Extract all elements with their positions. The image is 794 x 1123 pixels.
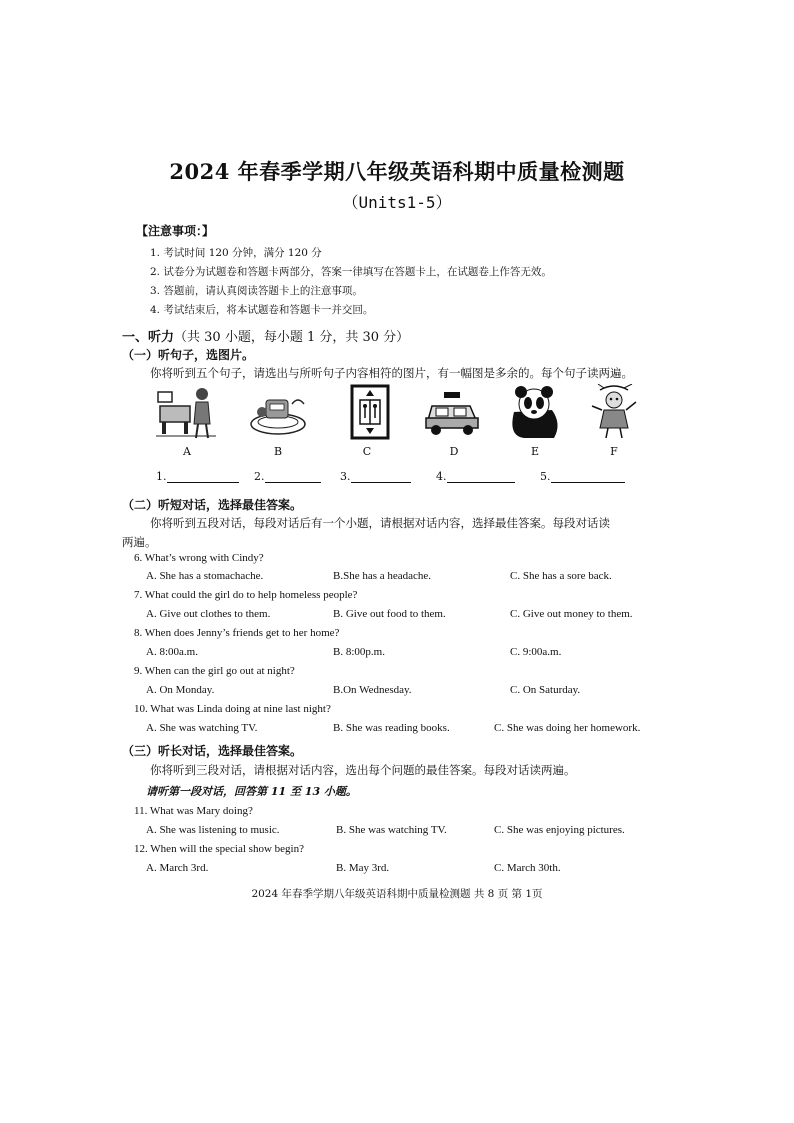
page-footer: 2024 年春季学期八年级英语科期中质量检测题 共 8 页 第 1页	[251, 888, 543, 900]
picture-row	[0, 384, 794, 444]
question: 10. What was Linda doing at nine last night?	[134, 703, 331, 715]
notice-item: 2. 试卷分为试题卷和答题卡两部分，答案一律填写在答题卡上，在试题卷上作答无效。	[150, 266, 552, 278]
panda-icon	[504, 384, 564, 440]
section-detail: （共 30 小题，每小题 1 分，共 30 分）	[174, 330, 410, 345]
picture-label: A	[183, 445, 191, 458]
notice-item: 4. 考试结束后，将本试题卷和答题卡一并交回。	[150, 304, 374, 316]
picture-label: E	[530, 445, 540, 458]
option-b: B. 8:00p.m.	[333, 646, 385, 658]
food-plate-icon	[248, 384, 308, 440]
option-c: C. Give out money to them.	[510, 608, 633, 620]
option-b: B.On Wednesday.	[333, 684, 412, 696]
option-a: A. March 3rd.	[146, 862, 209, 874]
part1-heading: （一）听句子，选图片。	[122, 348, 255, 362]
picture-label: F	[610, 445, 618, 458]
question: 12. When will the special show begin?	[134, 843, 304, 855]
answer-blank: 4.	[436, 470, 515, 483]
part3-subheading: 请听第一段对话，回答第 11 至 13 小题。	[146, 785, 357, 798]
picture-label: C	[362, 445, 372, 458]
part2-instruction-cont: 两遍。	[122, 535, 157, 549]
elevator-icon	[340, 384, 400, 440]
option-c: C. She was doing her homework.	[494, 722, 641, 734]
option-b: B. She was watching TV.	[336, 824, 447, 836]
notice-item: 3. 答题前，请认真阅读答题卡上的注意事项。	[150, 285, 363, 297]
answer-blank: 3.	[340, 470, 411, 483]
option-a: A. 8:00a.m.	[146, 646, 198, 658]
option-a: A. On Monday.	[146, 684, 215, 696]
question: 11. What was Mary doing?	[134, 805, 253, 817]
section-label: 一、听力	[122, 330, 175, 345]
picture-label: D	[449, 445, 459, 458]
answer-blank: 5.	[540, 470, 625, 483]
question: 7. What could the girl do to help homeless people?	[134, 589, 358, 601]
part2-heading: （二）听短对话，选择最佳答案。	[122, 498, 303, 512]
section-heading	[122, 326, 409, 345]
option-b: B. Give out food to them.	[333, 608, 446, 620]
answer-blank: 1.	[156, 470, 239, 483]
question: 6. What’s wrong with Cindy?	[134, 552, 264, 564]
question: 9. When can the girl go out at night?	[134, 665, 295, 677]
answer-blank: 2.	[254, 470, 321, 483]
option-b: B.She has a headache.	[333, 570, 432, 582]
option-c: C. On Saturday.	[510, 684, 581, 696]
option-b: B. May 3rd.	[336, 862, 390, 874]
notice-heading: 【注意事项：】	[136, 224, 215, 238]
notice-item: 1. 考试时间 120 分钟，满分 120 分	[150, 247, 322, 259]
living-room-person-icon	[156, 384, 216, 440]
picture-label: B	[273, 445, 283, 458]
page-title: 2024 年春季学期八年级英语科期中质量检测题	[169, 159, 625, 184]
option-a: A. She was listening to music.	[146, 824, 280, 836]
part3-heading: （三）听长对话，选择最佳答案。	[122, 744, 303, 758]
option-c: C. She has a sore back.	[510, 570, 612, 582]
option-a: A. She was watching TV.	[146, 722, 258, 734]
option-a: A. Give out clothes to them.	[146, 608, 271, 620]
part1-instruction: 你将听到五个句子，请选出与所听句子内容相符的图片，有一幅图是多余的。每个句子读两遍。	[150, 366, 633, 380]
part3-instruction: 你将听到三段对话，请根据对话内容，选出每个问题的最佳答案。每段对话读两遍。	[150, 763, 576, 777]
question: 8. When does Jenny’s friends get to her home?	[134, 627, 340, 639]
option-b: B. She was reading books.	[333, 722, 450, 734]
option-a: A. She has a stomachache.	[146, 570, 264, 582]
opera-figure-icon	[584, 384, 644, 440]
option-c: C. She was enjoying pictures.	[494, 824, 625, 836]
part2-instruction: 你将听到五段对话，每段对话后有一个小题，请根据对话内容，选择最佳答案。每段对话读	[150, 516, 610, 530]
option-c: C. 9:00a.m.	[510, 646, 562, 658]
taxi-icon	[422, 384, 482, 440]
page-subtitle: （Units1-5）	[342, 193, 452, 212]
option-c: C. March 30th.	[494, 862, 561, 874]
